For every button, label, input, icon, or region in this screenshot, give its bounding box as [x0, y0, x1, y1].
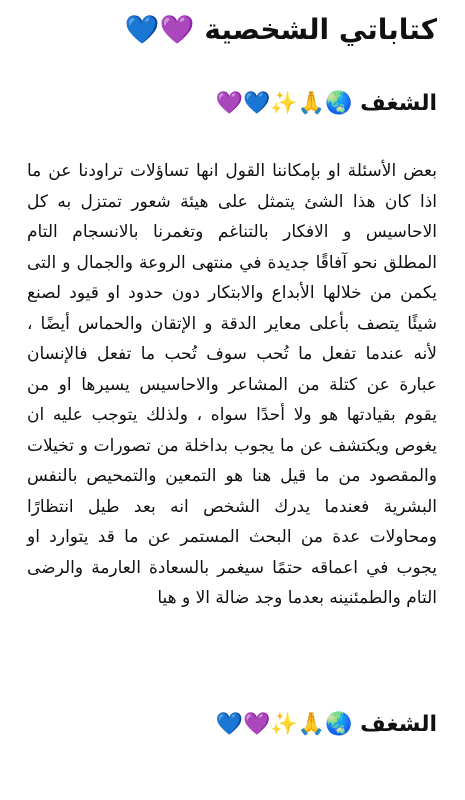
section-heading-passion-repeat: الشغف 🌏🙏✨💜💙 — [215, 712, 437, 737]
section-heading-passion: الشغف 🌏🙏✨💙💜 — [215, 91, 437, 116]
page-title: كتاباتي الشخصية 💜💙 — [124, 13, 437, 46]
article-body: بعض الأسئلة او بإمكاننا القول انها تساؤلات تراودنا عن ما اذا كان هذا الشئ يتمثل على هيئة شعور تمتزل به كل الاحاسيس و الافكار بالتناغم وتغمرنا بالانسجام التام المطلق نحو آفاقًا جديدة في منتهى الروعة والجمال و التى يكمن من خلالها الأبداع والابتكار دون حدود او قيود لصنع شيئًا يتصف بأعلى معاير الدقة و الإتقان والحماس أيضًا ، لأنه عندما تفعل ما تُحب سوف تُحب ما تفعل فالإنسان عبارة عن كتلة من المشاعر والاحاسيس يسيرها او من يقوم بقيادتها هو ولا أحدًا سواه ، ولذلك يتوجب عليه ان يغوص ويكتشف عن ما يجوب بداخلة من تصورات و تخيلات والمقصود من ما قيل هنا هو التمعين والتمحيص بالنفس البشرية فعندما يدرك الشخص انه بعد طيل انتظارًا ومحاولات عدة من البحث المستمر عن ما قد يتوارد او يجوب في اعماقه حتمًا سيغمر بالسعادة العارمة والرضى التام والطمئنينه بعدما وجد ضالة الا و هيا — [27, 161, 437, 608]
